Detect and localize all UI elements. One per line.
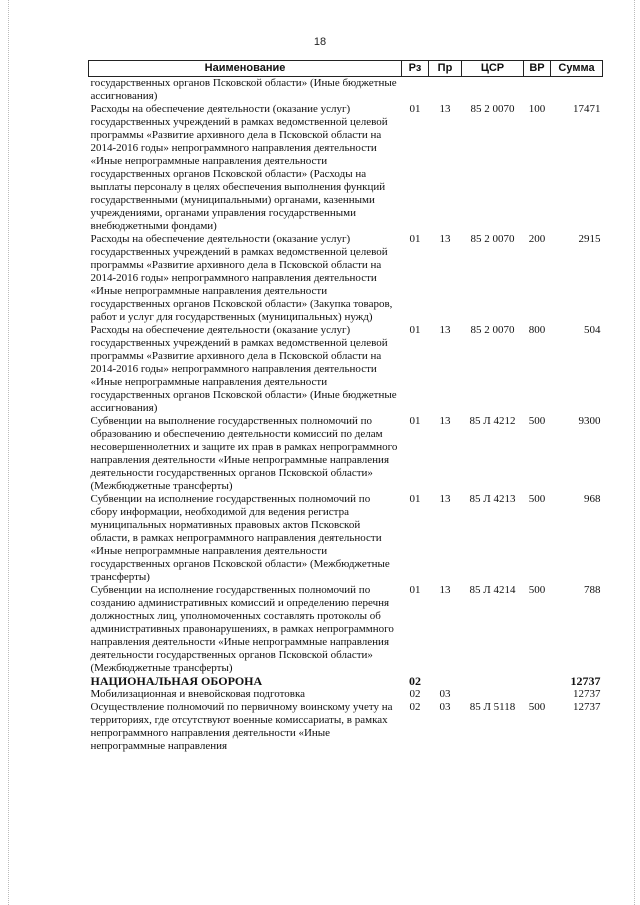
cell-vr: 500	[528, 493, 546, 505]
header-pr: Пр	[429, 61, 462, 77]
cell-rz: 02	[409, 701, 421, 713]
table-body	[89, 77, 603, 754]
header-vr: ВР	[524, 61, 551, 77]
table-header	[89, 61, 603, 77]
cell-rz: 01	[409, 233, 421, 245]
cell-sum: 12737	[570, 674, 601, 688]
table-row	[89, 103, 603, 233]
cell-sum: 968	[584, 493, 601, 505]
cell-pr	[429, 675, 462, 688]
cell-vr: 500	[528, 701, 546, 713]
table-row	[89, 233, 603, 324]
cell-pr: 13	[439, 233, 451, 245]
cell-pr: 03	[439, 688, 451, 700]
header-row	[89, 61, 603, 77]
cell-name: НАЦИОНАЛЬНАЯ ОБОРОНА	[90, 674, 263, 688]
cell-rz: 01	[409, 584, 421, 596]
cell-rz: 01	[409, 103, 421, 115]
cell-csr: 85 2 0070	[470, 324, 515, 336]
cell-pr: 13	[439, 415, 451, 427]
cell-rz: 02	[409, 674, 421, 688]
cell-name: Расходы на обеспечение деятельности (оказание услуг) государственных учреждений в рамках ведомственной целевой программы «Развитие архивного дела в Псковской области на 2014-2016 годы» непрограммного направления деятельности «Иные непрограммные направления деятельности государственных органов Псковской области» (Закупка товаров, работ и услуг для государственных (муниципальных) нужд)	[90, 233, 393, 323]
cell-sum: 788	[584, 584, 601, 596]
cell-csr: 85 Л 4212	[469, 415, 516, 427]
header-csr: ЦСР	[462, 61, 524, 77]
cell-vr	[524, 77, 551, 104]
table-row	[89, 415, 603, 493]
cell-sum: 2915	[578, 233, 601, 245]
cell-rz: 01	[409, 493, 421, 505]
cell-name: Мобилизационная и вневойсковая подготовка	[90, 688, 306, 700]
cell-name: Расходы на обеспечение деятельности (оказание услуг) государственных учреждений в рамках ведомственной целевой программы «Развитие архивного дела в Псковской области на 2014-2016 годы» непрограммного направления деятельности «Иные непрограммные направления деятельности государственных органов Псковской области» (Иные бюджетные ассигнования)	[90, 324, 397, 414]
cell-sum: 12737	[573, 701, 601, 713]
cell-csr	[462, 77, 524, 104]
cell-vr	[524, 688, 551, 701]
cell-rz	[402, 77, 429, 104]
cell-pr: 03	[439, 701, 451, 713]
cell-pr: 13	[439, 103, 451, 115]
cell-pr	[429, 77, 462, 104]
cell-name: государственных органов Псковской области» (Иные бюджетные ассигнования)	[90, 77, 397, 102]
table-row	[89, 675, 603, 688]
scan-edge-right	[634, 0, 636, 905]
cell-vr: 500	[528, 415, 546, 427]
cell-pr: 13	[439, 493, 451, 505]
table-row	[89, 324, 603, 415]
cell-name: Субвенции на исполнение государственных полномочий по сбору информации, необходимой для ведения регистра муниципальных нормативных правовых актов Псковской области, в рамках непрограммного направления деятельности «Иные непрограммные направления деятельности государственных органов Псковской области» (Межбюджетные трансферты)	[90, 493, 390, 583]
cell-rz: 02	[409, 688, 421, 700]
cell-sum: 12737	[573, 688, 601, 700]
header-rz: Рз	[402, 61, 429, 77]
table-row	[89, 701, 603, 753]
cell-csr: 85 Л 4213	[469, 493, 516, 505]
cell-sum	[551, 77, 603, 104]
table-row	[89, 493, 603, 584]
table-row	[89, 584, 603, 675]
cell-vr: 200	[528, 233, 546, 245]
header-name: Наименование	[89, 61, 402, 77]
cell-pr: 13	[439, 324, 451, 336]
cell-sum: 9300	[578, 415, 601, 427]
cell-sum: 504	[584, 324, 601, 336]
cell-rz: 01	[409, 324, 421, 336]
cell-csr: 85 2 0070	[470, 233, 515, 245]
cell-name: Субвенции на исполнение государственных полномочий по созданию административных комиссий и определению перечня должностных лиц, уполномоченных составлять протоколы об административных правонарушениях, в рамках непрограммного направления деятельности «Иные непрограммные направления деятельности государственных органов Псковской области» (Межбюджетные трансферты)	[90, 584, 394, 674]
cell-csr: 85 2 0070	[470, 103, 515, 115]
cell-csr	[462, 688, 524, 701]
cell-csr: 85 Л 4214	[469, 584, 516, 596]
table-row	[89, 77, 603, 104]
cell-sum: 17471	[573, 103, 601, 115]
cell-vr: 500	[528, 584, 546, 596]
page-number: 18	[313, 36, 327, 48]
cell-rz: 01	[409, 415, 421, 427]
cell-name: Субвенции на выполнение государственных полномочий по образованию и обеспечению деятельности комиссий по делам несовершеннолетних и защите их прав в рамках непрограммного направления деятельности «Иные непрограммные направления деятельности государственных органов Псковской области» (Межбюджетные трансферты)	[90, 415, 398, 492]
cell-pr: 13	[439, 584, 451, 596]
cell-vr: 100	[528, 103, 546, 115]
cell-csr	[462, 675, 524, 688]
table-row	[89, 688, 603, 701]
cell-vr: 800	[528, 324, 546, 336]
cell-name: Осуществление полномочий по первичному воинскому учету на территориях, где отсутствуют военные комиссариаты, в рамках непрограммного направления деятельности «Иные непрограммные направления	[90, 701, 393, 752]
budget-table	[88, 60, 603, 753]
cell-vr	[524, 675, 551, 688]
header-sum: Сумма	[551, 61, 603, 77]
cell-csr: 85 Л 5118	[469, 701, 516, 713]
cell-name: Расходы на обеспечение деятельности (оказание услуг) государственных учреждений в рамках ведомственной целевой программы «Развитие архивного дела в Псковской области на 2014-2016 годы» непрограммного направления деятельности «Иные непрограммные направления деятельности государственных органов Псковской области» (Расходы на выплаты персоналу в целях обеспечения выполнения функций государственными (муниципальными) органами, казенными учреждениями, органами управления государственными внебюджетными фондами)	[90, 103, 388, 232]
scan-edge-left	[8, 0, 10, 905]
